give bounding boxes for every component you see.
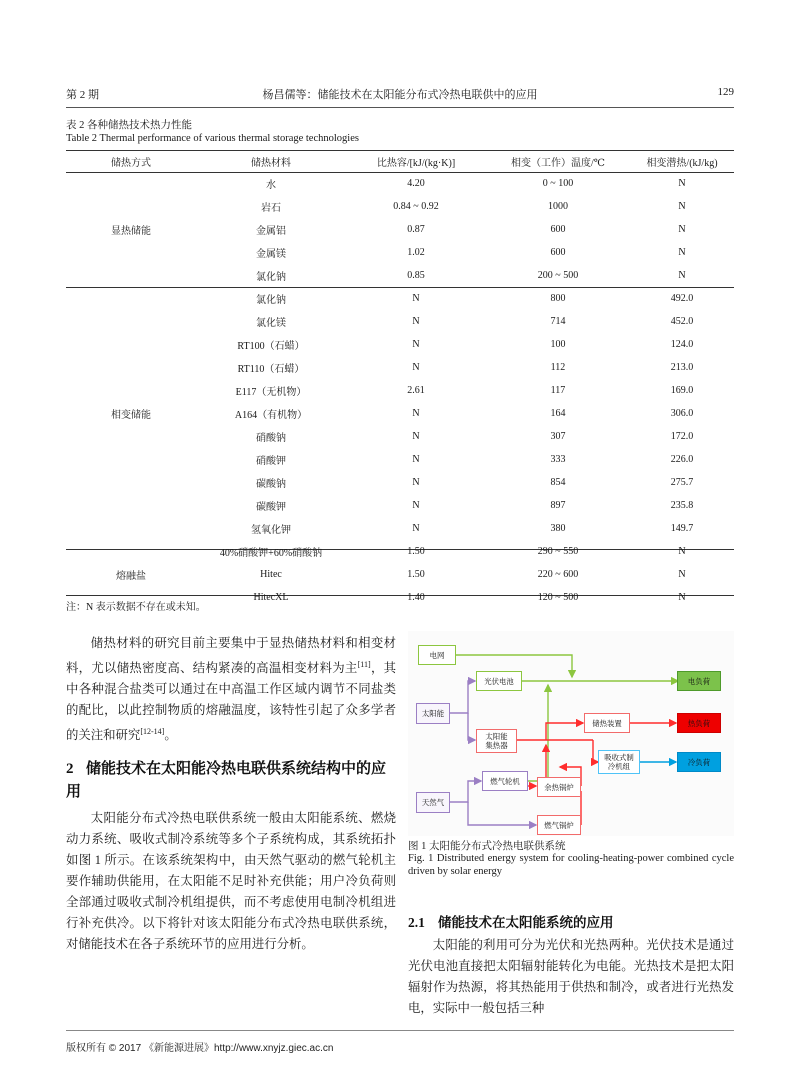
node-hload — [677, 713, 721, 733]
table-body — [66, 172, 734, 609]
cell-material: Hitec — [260, 569, 282, 580]
cell-temperature: 100 — [550, 339, 566, 350]
node-hload-label: 热负荷 — [687, 718, 711, 728]
figure-caption-cn: 图 1 太阳能分布式冷热电联供系统 — [408, 841, 566, 852]
page-number: 129 — [717, 86, 734, 98]
cell-specific-heat: 1.50 — [407, 546, 425, 557]
table-row — [66, 310, 734, 333]
table-row — [66, 425, 734, 448]
cell-storage-method — [66, 356, 196, 379]
node-collector — [476, 729, 517, 753]
node-chiller-label: 吸收式制 冷机组 — [604, 753, 634, 771]
table-note: 注：N 表示数据不存在或未知。 — [66, 602, 206, 613]
figure-1-diagram — [408, 631, 734, 836]
node-turbine-label: 燃气轮机 — [490, 776, 520, 786]
cell-latent-heat: 275.7 — [670, 477, 694, 488]
node-solar — [416, 703, 450, 724]
cell-latent-heat: N — [678, 201, 686, 212]
table-row — [66, 218, 734, 241]
node-cload-label: 冷负荷 — [687, 757, 711, 767]
cell-latent-heat: N — [678, 247, 686, 258]
cell-latent-heat: 492.0 — [670, 293, 694, 304]
para1-continued: ，其中各种混合盐类可以通过在中高温工作区域内调节不同盐类的配比，以此控制物质的熔融温度，该特性引起了众多学者的关注和研究 — [66, 661, 397, 743]
link-turbine-to-electric-bus — [528, 685, 548, 781]
cell-latent-heat: N — [678, 224, 686, 235]
header-rule — [66, 107, 734, 108]
running-head-left: 第 2 期 — [66, 89, 99, 101]
cell-material: 岩石 — [261, 203, 281, 214]
node-hrsg — [537, 777, 581, 797]
node-gasboiler-label: 燃气锅炉 — [544, 820, 574, 830]
node-storage — [584, 713, 630, 733]
cell-material: 氯化镁 — [256, 318, 286, 329]
cell-specific-heat: 1.40 — [407, 592, 425, 603]
cell-specific-heat: N — [412, 316, 420, 327]
table-row — [66, 402, 734, 425]
cell-material: 硝酸钠 — [256, 433, 286, 444]
cell-specific-heat: N — [412, 293, 420, 304]
cell-material: RT100（石蜡） — [237, 341, 305, 352]
para1-period: 。 — [164, 728, 177, 743]
cell-specific-heat: 4.20 — [407, 178, 425, 189]
figure-caption-en: Fig. 1 Distributed energy system for cooling-heating-power combined cycle driven by solar energy — [408, 853, 734, 877]
cell-specific-heat: N — [412, 339, 420, 350]
cell-latent-heat: 149.7 — [670, 523, 694, 534]
cell-storage-method — [66, 195, 196, 218]
cell-material: E117（无机物） — [235, 387, 307, 398]
cell-specific-heat: 1.50 — [407, 569, 425, 580]
cell-storage-method — [66, 540, 196, 563]
cell-specific-heat: N — [412, 362, 420, 373]
cell-material: 硝酸钾 — [256, 456, 286, 467]
cell-material: 碳酸钾 — [256, 502, 286, 513]
col-header-material: 储热材料 — [251, 157, 291, 169]
cell-temperature: 714 — [550, 316, 566, 327]
node-grid-label: 电网 — [429, 650, 445, 660]
cell-temperature: 200 ~ 500 — [537, 270, 579, 281]
node-eload-label: 电负荷 — [687, 676, 711, 686]
paragraph-storage-materials — [66, 633, 396, 746]
node-turbine — [482, 771, 528, 791]
col-header-latent: 相变潜热/(kJ/kg) — [646, 157, 718, 169]
paragraph-solar-utilization: 太阳能的利用可分为光伏和光热两种。光伏技术是通过光伏电池直接把太阳辐射能转化为电能。光热技术是把太阳辐射作为热源，将其热能用于供热和制冷，或者进行光热发电，实际中一般包括三种 — [408, 938, 734, 1015]
cell-storage-method — [66, 333, 196, 356]
table-row — [66, 287, 734, 310]
node-eload — [677, 671, 721, 691]
node-storage-label: 储热装置 — [592, 718, 622, 728]
cell-storage-method — [66, 425, 196, 448]
cell-temperature: 0 ~ 100 — [542, 178, 574, 189]
cell-latent-heat: 452.0 — [670, 316, 694, 327]
table-caption-en: Table 2 Thermal performance of various thermal storage technologies — [66, 133, 359, 144]
node-cload — [677, 752, 721, 772]
cell-temperature: 120 ~ 500 — [537, 592, 579, 603]
cell-latent-heat: N — [678, 546, 686, 557]
node-gasboiler — [537, 815, 581, 835]
figure-1-svg — [408, 631, 734, 836]
cell-specific-heat: N — [412, 431, 420, 442]
cell-temperature: 600 — [550, 247, 566, 258]
cell-specific-heat: 1.02 — [407, 247, 425, 258]
node-solar-label: 太阳能 — [421, 709, 445, 718]
cell-latent-heat: 169.0 — [670, 385, 694, 396]
citation-11: [11] — [357, 660, 371, 669]
running-head — [66, 86, 734, 104]
section-2-title: 储能技术在太阳能冷热电联供系统结构中的应用 — [66, 761, 387, 801]
col-header-cp: 比热容/[kJ/(kg·K)] — [376, 157, 456, 169]
table-row — [66, 471, 734, 494]
para1-text: 储热材料的研究目前主要集中于显热储热材料和相变材料，尤以储热密度高、结构紧凑的高温相变材料为主 — [66, 636, 396, 676]
cell-temperature: 333 — [550, 454, 566, 465]
cell-latent-heat: N — [678, 270, 686, 281]
cell-storage-method — [66, 241, 196, 264]
cell-temperature: 854 — [550, 477, 566, 488]
table-row — [66, 333, 734, 356]
table-row — [66, 195, 734, 218]
cell-specific-heat: N — [412, 500, 420, 511]
table-row — [66, 494, 734, 517]
table-row — [66, 241, 734, 264]
cell-material: 金属铝 — [256, 226, 286, 237]
cell-material: 金属镁 — [256, 249, 286, 260]
table-caption-cn: 表 2 各种储热技术热力性能 — [66, 120, 192, 131]
cell-latent-heat: N — [678, 569, 686, 580]
cell-storage-method — [66, 264, 196, 287]
citation-12-14: [12-14] — [140, 727, 165, 737]
cell-temperature: 307 — [550, 431, 566, 442]
cell-temperature: 117 — [550, 385, 566, 396]
cell-storage-method — [66, 494, 196, 517]
left-column — [66, 633, 396, 955]
cell-storage-method: 相变储能 — [111, 410, 151, 421]
paragraph-system-topology: 太阳能分布式冷热电联供系统一般由太阳能系统、燃烧动力系统、吸收式制冷系统等多个子系统构成，其系统拓扑如图 1 所示。在该系统架构中，由天然气驱动的燃气轮机主要作辅助供能用，在太阳能不足时补充供能；用户冷负荷则全部通过吸收式制冷机组提供，而不考虑使用电制冷机组进行补充供冷。以下将针对该太阳能分布式冷热电联供系统，对储能技术在各子系统环节的应用进行分析。 — [66, 811, 396, 952]
link-solar-to-subsystems — [449, 681, 475, 740]
table-row — [66, 563, 734, 586]
node-hrsg-label: 余热锅炉 — [544, 782, 574, 792]
cell-storage-method — [66, 379, 196, 402]
cell-temperature: 897 — [550, 500, 566, 511]
cell-specific-heat: N — [412, 523, 420, 534]
cell-specific-heat: N — [412, 477, 420, 488]
cell-material: A164（有机物） — [234, 410, 308, 421]
cell-material: 氯化钠 — [256, 295, 286, 306]
cell-material: 40%硝酸钾+60%硝酸钠 — [219, 548, 323, 559]
cell-temperature: 290 ~ 550 — [537, 546, 579, 557]
right-column — [408, 902, 734, 1019]
node-gas — [416, 792, 450, 813]
table-header-row — [66, 150, 734, 172]
node-collector-label: 太阳能 集热器 — [485, 732, 508, 750]
cell-latent-heat: 306.0 — [670, 408, 694, 419]
cell-specific-heat: N — [412, 454, 420, 465]
cell-material: 氯化钠 — [256, 272, 286, 283]
cell-temperature: 380 — [550, 523, 566, 534]
running-head-title: 杨昌儒等：储能技术在太阳能分布式冷热电联供中的应用 — [262, 89, 538, 101]
cell-storage-method: 熔融盐 — [116, 571, 146, 582]
cell-storage-method — [66, 310, 196, 333]
cell-storage-method — [66, 471, 196, 494]
node-pv-label: 光伏电池 — [484, 676, 514, 686]
node-grid — [418, 645, 456, 665]
cell-latent-heat: 213.0 — [670, 362, 694, 373]
cell-specific-heat: 2.61 — [407, 385, 425, 396]
table-row — [66, 379, 734, 402]
cell-latent-heat: N — [678, 592, 686, 603]
section-2-1-title: 储能技术在太阳能系统的应用 — [438, 915, 614, 930]
cell-storage-method — [66, 287, 196, 310]
table-row — [66, 264, 734, 287]
node-gas-label: 天然气 — [421, 798, 445, 807]
cell-material: RT110（石蜡） — [237, 364, 305, 375]
cell-material: 氢氧化钾 — [251, 525, 291, 536]
cell-storage-method — [66, 172, 196, 195]
thermal-storage-table — [66, 150, 734, 609]
section-2-1-heading — [408, 912, 734, 933]
cell-latent-heat: 226.0 — [670, 454, 694, 465]
table-row — [66, 448, 734, 471]
table-head — [66, 150, 734, 172]
cell-temperature: 800 — [550, 293, 566, 304]
cell-specific-heat: 0.84 ~ 0.92 — [393, 201, 439, 212]
cell-storage-method — [66, 448, 196, 471]
cell-latent-heat: 235.8 — [670, 500, 694, 511]
copyright-footer: 版权所有 © 2017 《新能源进展》http://www.xnyjz.giec.ac.cn — [66, 1043, 334, 1054]
table-row — [66, 517, 734, 540]
cell-material: 水 — [266, 180, 276, 191]
cell-temperature: 220 ~ 600 — [537, 569, 579, 580]
cell-specific-heat: 0.87 — [407, 224, 425, 235]
section-2-heading — [66, 758, 396, 804]
table-row — [66, 172, 734, 195]
cell-latent-heat: 172.0 — [670, 431, 694, 442]
section-2-number: 2 — [66, 761, 74, 778]
cell-temperature: 164 — [550, 408, 566, 419]
cell-storage-method: 显热储能 — [111, 226, 151, 237]
cell-temperature: 1000 — [548, 201, 568, 212]
link-heat-network — [516, 723, 676, 825]
cell-temperature: 600 — [550, 224, 566, 235]
cell-latent-heat: 124.0 — [670, 339, 694, 350]
cell-temperature: 112 — [550, 362, 566, 373]
node-chiller — [598, 750, 640, 774]
cell-storage-method — [66, 517, 196, 540]
table-row — [66, 356, 734, 379]
cell-latent-heat: N — [678, 178, 686, 189]
col-header-method: 储热方式 — [111, 157, 151, 169]
cell-material: 碳酸钠 — [256, 479, 286, 490]
cell-specific-heat: 0.85 — [407, 270, 425, 281]
node-pv — [476, 671, 522, 691]
cell-material: HitecXL — [253, 592, 289, 603]
table-row — [66, 540, 734, 563]
col-header-temp: 相变（工作）温度/℃ — [511, 157, 605, 169]
cell-specific-heat: N — [412, 408, 420, 419]
footer-rule — [66, 1030, 734, 1031]
section-2-1-number: 2.1 — [408, 915, 425, 930]
